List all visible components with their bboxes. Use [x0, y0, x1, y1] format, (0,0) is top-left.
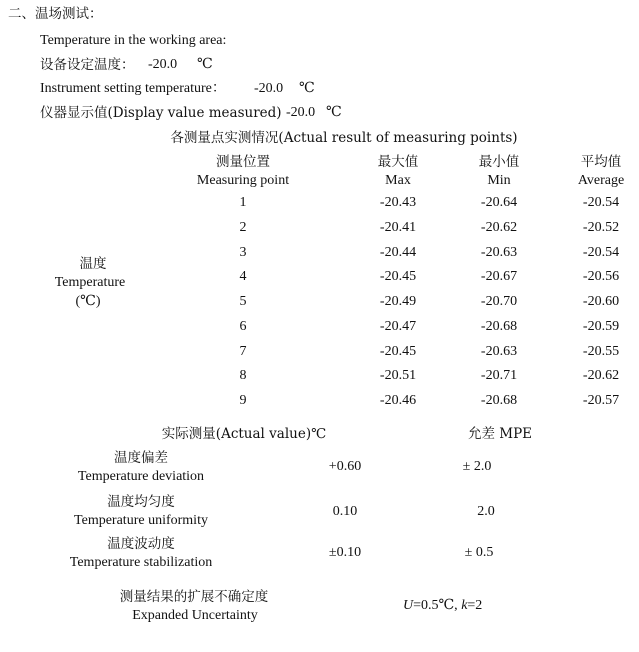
stabilization-label-en: Temperature stabilization	[69, 555, 213, 570]
max-value: -20.45	[379, 344, 417, 359]
measuring-point: 2	[239, 220, 247, 235]
uniformity-label-cn: 温度均匀度	[107, 494, 175, 510]
deviation-label-cn: 温度偏差	[114, 450, 168, 466]
uniformity-mpe: 2.0	[477, 504, 495, 519]
device-set-unit: ℃	[197, 57, 213, 72]
working-area-label: Temperature in the working area:	[40, 33, 227, 48]
min-value: -20.63	[480, 245, 518, 260]
section-heading: 二、温场测试：	[8, 6, 103, 22]
max-value: -20.45	[379, 269, 417, 284]
col-header-max-cn: 最大值	[377, 154, 419, 170]
k-value: =2	[467, 598, 483, 613]
device-set-value: -20.0	[148, 57, 178, 72]
measuring-point: 3	[239, 245, 247, 260]
deviation-mpe: ± 2.0	[462, 459, 492, 474]
instrument-setting-unit: ℃	[299, 81, 315, 96]
row-label-unit: (℃)	[75, 294, 101, 309]
average-value: -20.55	[582, 344, 620, 359]
row-label-cn: 温度	[79, 256, 107, 272]
u-value: =0.5℃,	[413, 598, 462, 613]
min-value: -20.68	[480, 319, 518, 334]
measuring-point: 9	[239, 393, 247, 408]
stabilization-mpe: ± 0.5	[464, 545, 494, 560]
display-value-unit: ℃	[326, 105, 342, 120]
max-value: -20.41	[379, 220, 417, 235]
col-header-min-en: Min	[487, 173, 511, 188]
uniformity-actual: 0.10	[332, 504, 358, 519]
col-header-max-en: Max	[385, 173, 411, 188]
instrument-setting-value: -20.0	[254, 81, 284, 96]
max-value: -20.49	[379, 294, 417, 309]
uncertainty-value	[403, 597, 482, 615]
average-value: -20.62	[582, 368, 620, 383]
measuring-point: 7	[239, 344, 247, 359]
min-value: -20.70	[480, 294, 518, 309]
stabilization-label-cn: 温度波动度	[107, 536, 175, 552]
min-value: -20.64	[480, 195, 518, 210]
max-value: -20.44	[379, 245, 417, 260]
uncertainty-label-cn: 测量结果的扩展不确定度	[119, 589, 269, 605]
average-value: -20.54	[582, 195, 620, 210]
max-value: -20.47	[379, 319, 417, 334]
col-header-point-en: Measuring point	[196, 173, 290, 188]
mpe-header: 允差 MPE	[467, 426, 533, 442]
average-value: -20.60	[582, 294, 620, 309]
stabilization-actual: ±0.10	[328, 545, 362, 560]
uniformity-label-en: Temperature uniformity	[74, 513, 208, 528]
average-value: -20.54	[582, 245, 620, 260]
deviation-label-en: Temperature deviation	[77, 469, 205, 484]
col-header-min-cn: 最小值	[478, 154, 520, 170]
device-set-label: 设备设定温度：	[40, 57, 135, 73]
measuring-point: 1	[239, 195, 247, 210]
average-value: -20.59	[582, 319, 620, 334]
average-value: -20.52	[582, 220, 620, 235]
actual-value-header: 实际测量(Actual value)℃	[161, 426, 327, 442]
row-label-en: Temperature	[54, 275, 126, 290]
u-symbol: U	[403, 598, 414, 613]
min-value: -20.71	[480, 368, 518, 383]
max-value: -20.46	[379, 393, 417, 408]
col-header-avg-en: Average	[577, 173, 625, 188]
instrument-setting-label: Instrument setting temperature：	[40, 81, 226, 96]
measuring-point: 4	[239, 269, 247, 284]
measuring-point: 6	[239, 319, 247, 334]
min-value: -20.68	[480, 393, 518, 408]
display-value: -20.0	[286, 105, 316, 120]
measure-table-title: 各测量点实测情况(Actual result of measuring points)	[170, 130, 518, 146]
max-value: -20.43	[379, 195, 417, 210]
uncertainty-label-en: Expanded Uncertainty	[132, 608, 258, 623]
average-value: -20.56	[582, 269, 620, 284]
average-value: -20.57	[582, 393, 620, 408]
k-symbol: k	[461, 598, 468, 613]
measuring-point: 8	[239, 368, 247, 383]
deviation-actual: +0.60	[328, 459, 362, 474]
display-value-label: 仪器显示值(Display value measured)	[40, 105, 282, 121]
min-value: -20.62	[480, 220, 518, 235]
col-header-avg-cn: 平均值	[580, 154, 622, 170]
measuring-point: 5	[239, 294, 247, 309]
min-value: -20.63	[480, 344, 518, 359]
min-value: -20.67	[480, 269, 518, 284]
max-value: -20.51	[379, 368, 417, 383]
col-header-point-cn: 测量位置	[216, 154, 270, 170]
